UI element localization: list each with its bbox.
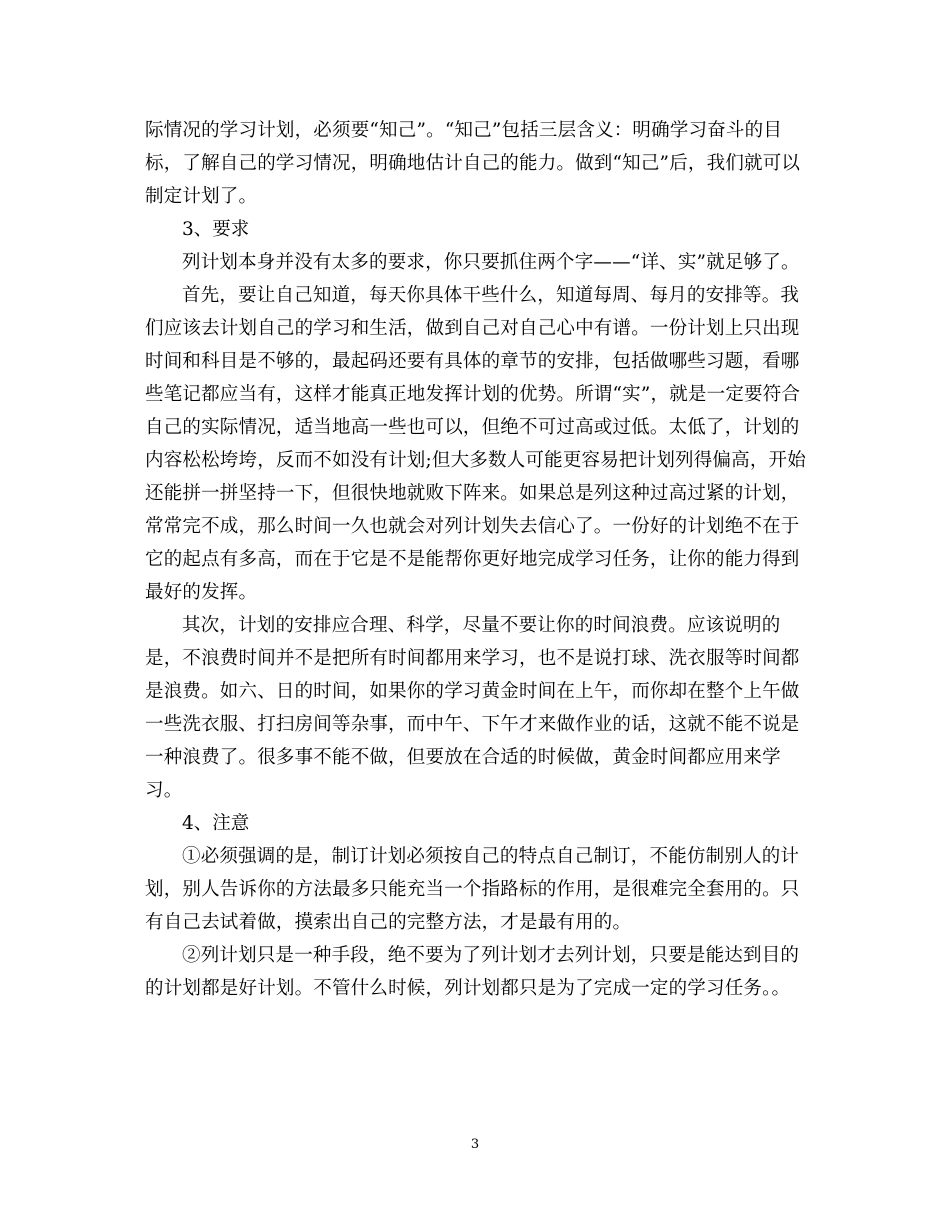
section-heading-notes: 4、注意 <box>182 813 250 834</box>
paragraph-note-one: ①必须强调的是，制订计划必须按自己的特点自己制订，不能仿制别人的计划，别人告诉你的方法最多只能充当一个指路标的作用，是很难完全套用的。只有自己去试着做，摸索出自己的完整方法，才是最有用的。 <box>145 846 800 933</box>
page-body <box>145 114 810 1005</box>
page-number: 3 <box>470 1137 480 1152</box>
paragraph-note-two: ②列计划只是一种手段，绝不要为了列计划才去列计划，只要是能达到目的的计划都是好计划。不管什么时候，列计划都只是为了完成一定的学习任务。。 <box>145 945 800 999</box>
section-heading-requirements: 3、要求 <box>182 219 250 240</box>
paragraph-continuation: 际情况的学习计划，必须要“知己”。“知己”包括三层含义：明确学习奋斗的目标，了解自己的学习情况，明确地估计自己的能力。做到“知己”后，我们就可以制定计划了。 <box>145 120 801 207</box>
paragraph-second-scientific: 其次，计划的安排应合理、科学，尽量不要让你的时间浪费。应该说明的是，不浪费时间并不是把所有时间都用来学习，也不是说打球、洗衣服等时间都是浪费。如六、日的时间，如果你的学习黄金时间在上午，而你却在整个上午做一些洗衣服、打扫房间等杂事，而中午、下午才来做作业的话，这就不能不说是一种浪费了。很多事不能不做，但要放在合适的时候做，黄金时间都应用来学习。 <box>145 615 800 801</box>
paragraph-first-detail: 首先，要让自己知道，每天你具体干些什么，知道每周、每月的安排等。我们应该去计划自己的学习和生活，做到自己对自己心中有谱。一份计划上只出现时间和科目是不够的，最起码还要有具体的章节的安排，包括做哪些习题，看哪些笔记都应当有，这样才能真正地发挥计划的优势。所谓“实”，就是一定要符合自己的实际情况，适当地高一些也可以，但绝不可过高或过低。太低了，计划的内容松松垮垮，反而不如没有计划;但大多数人可能更容易把计划列得偏高，开始还能拼一拼坚持一下，但很快地就败下阵来。如果总是列这种过高过紧的计划，常常完不成，那么时间一久也就会对列计划失去信心了。一份好的计划绝不在于它的起点有多高，而在于它是不是能帮你更好地完成学习任务，让你的能力得到最好的发挥。 <box>145 285 806 603</box>
paragraph-requirements-intro: 列计划本身并没有太多的要求，你只要抓住两个字——“详、实”就足够了。 <box>182 252 800 273</box>
